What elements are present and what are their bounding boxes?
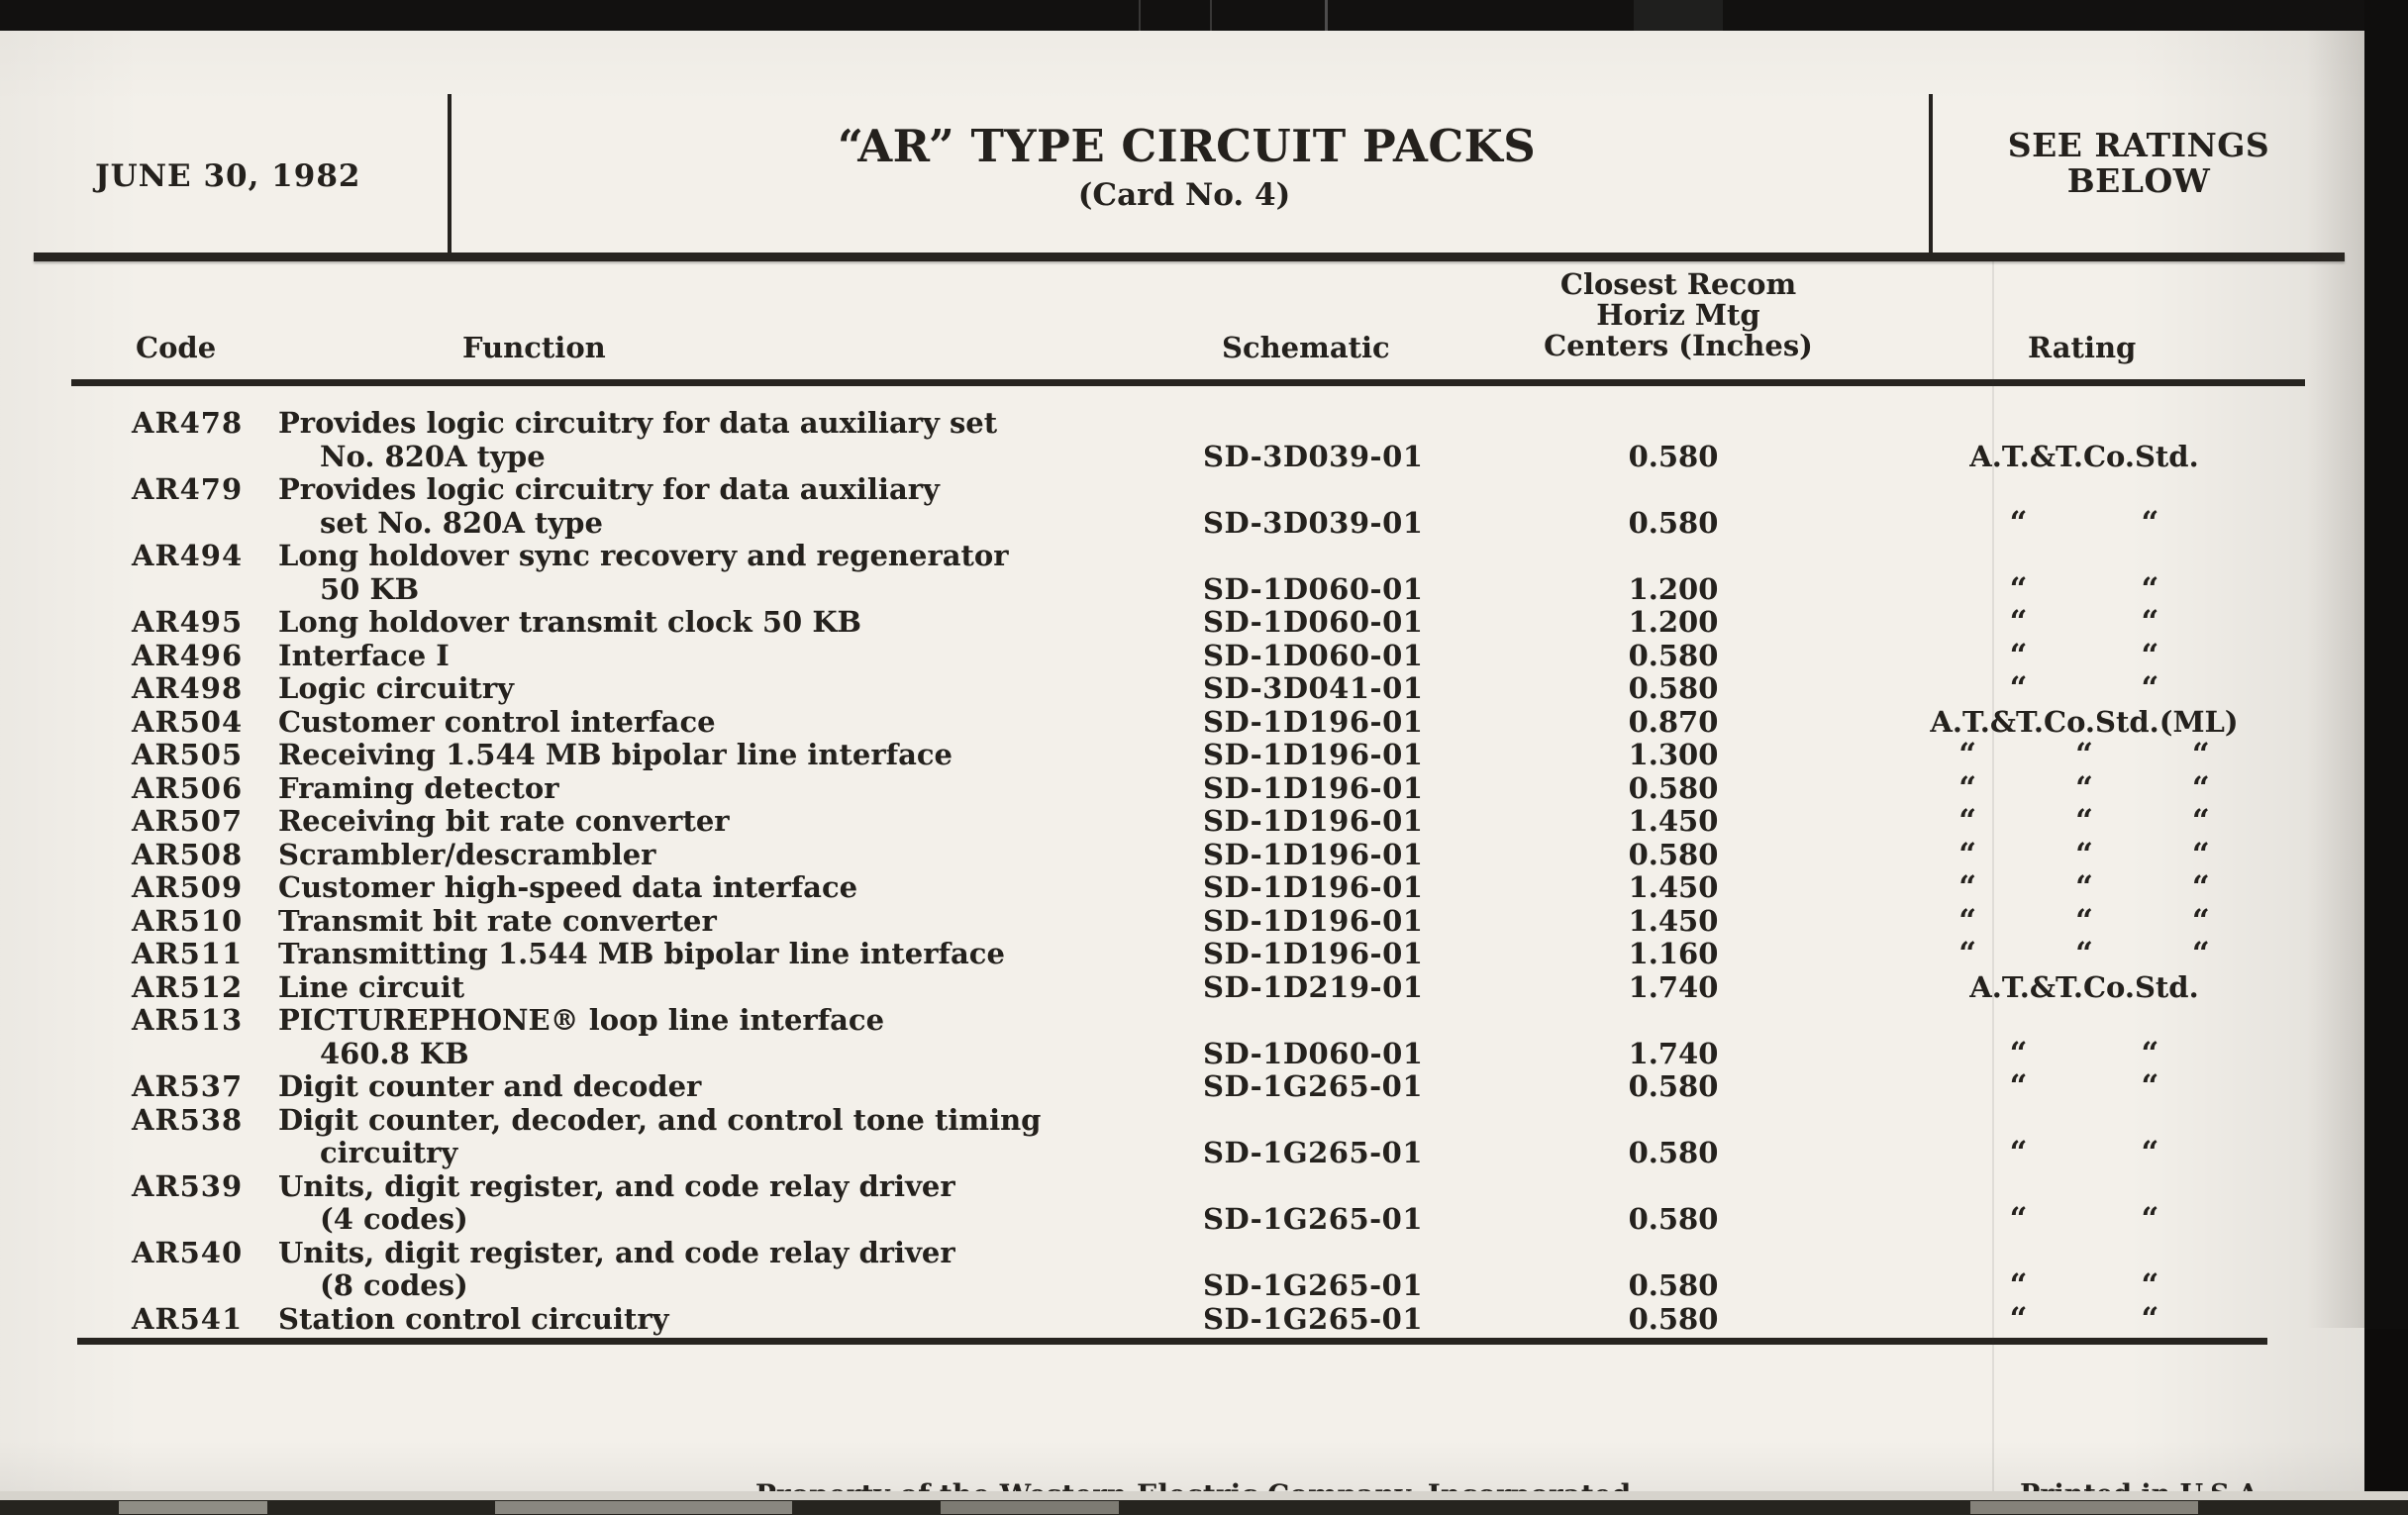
row-centers: 0.580 — [1628, 1202, 1719, 1236]
ditto-mark: “ — [1958, 737, 1977, 772]
row-function: Long holdover transmit clock 50 KB — [278, 605, 862, 639]
row-function: Transmitting 1.544 MB bipolar line interface — [278, 937, 1005, 970]
row-rating — [1901, 1037, 2267, 1070]
row-function: Customer high-speed data interface — [278, 870, 858, 904]
row-code: AR539 — [132, 1169, 244, 1203]
header-divider-right — [1929, 94, 1933, 252]
row-centers: 1.450 — [1628, 870, 1719, 904]
ditto-mark: “ — [2141, 1301, 2159, 1337]
ditto-mark: “ — [2141, 604, 2159, 640]
row-schematic: SD-1D219-01 — [1203, 970, 1424, 1004]
row-schematic: SD-1D196-01 — [1203, 771, 1424, 805]
row-rating — [1901, 605, 2267, 639]
table-row-line — [0, 1069, 2408, 1103]
header-rule — [34, 252, 2345, 261]
ratings-note-line1: SEE RATINGS — [2007, 126, 2270, 164]
row-function: set No. 820A type — [320, 506, 603, 540]
row-code: AR541 — [132, 1302, 244, 1336]
row-rating: A.T.&T.Co.Std. — [1969, 440, 2199, 473]
page-subtitle: (Card No. 4) — [1077, 177, 1291, 213]
row-centers: 0.580 — [1628, 440, 1719, 473]
ditto-mark: “ — [1958, 837, 1977, 872]
ditto-mark: “ — [1958, 936, 1977, 971]
table-row-line — [0, 771, 2408, 805]
row-rating — [1901, 1302, 2267, 1336]
page-right-edge-shadow — [2307, 31, 2364, 1328]
table-row-line — [0, 1236, 2408, 1269]
row-rating: A.T.&T.Co.Std.(ML) — [1930, 705, 2239, 739]
ditto-mark: “ — [2075, 737, 2093, 772]
row-schematic: SD-1D196-01 — [1203, 937, 1424, 970]
row-function: Provides logic circuitry for data auxiliary set — [278, 406, 998, 440]
row-function: Customer control interface — [278, 705, 716, 739]
row-function: Logic circuitry — [278, 671, 515, 705]
table-row-line — [0, 605, 2408, 639]
row-function: Station control circuitry — [278, 1302, 669, 1336]
scan-bottom-blob — [941, 1501, 1119, 1514]
ditto-mark: “ — [2009, 638, 2028, 673]
row-code: AR495 — [132, 605, 244, 639]
column-header-centers — [1515, 269, 1842, 361]
row-rating — [1901, 738, 2267, 771]
ditto-mark: “ — [2191, 936, 2210, 971]
page-title: “AR” TYPE CIRCUIT PACKS — [838, 120, 1537, 172]
row-function: Line circuit — [278, 970, 465, 1004]
row-schematic: SD-1D060-01 — [1203, 1037, 1424, 1070]
ditto-mark: “ — [2141, 1036, 2159, 1071]
row-rating — [1901, 1136, 2267, 1169]
row-centers: 0.580 — [1628, 1136, 1719, 1169]
ditto-mark: “ — [1958, 803, 1977, 839]
ditto-mark: “ — [2075, 770, 2093, 806]
row-schematic: SD-1D196-01 — [1203, 870, 1424, 904]
table-row-line — [0, 904, 2408, 938]
row-code: AR538 — [132, 1103, 244, 1137]
row-schematic: SD-1D196-01 — [1203, 838, 1424, 871]
table-row-line — [0, 1302, 2408, 1336]
row-centers: 1.740 — [1628, 1037, 1719, 1070]
row-rating — [1901, 572, 2267, 606]
scan-bottom-blob — [119, 1501, 267, 1514]
row-centers: 0.870 — [1628, 705, 1719, 739]
row-schematic: SD-1D196-01 — [1203, 738, 1424, 771]
row-function: Long holdover sync recovery and regenerator — [278, 539, 1009, 572]
row-rating — [1901, 771, 2267, 805]
row-function: Digit counter and decoder — [278, 1069, 702, 1103]
scan-background-top — [0, 0, 2408, 31]
ditto-mark: “ — [2009, 1036, 2028, 1071]
row-code: AR506 — [132, 771, 244, 805]
table-row-line — [0, 1003, 2408, 1037]
table-row-line — [0, 639, 2408, 672]
ditto-mark: “ — [2191, 803, 2210, 839]
row-schematic: SD-1G265-01 — [1203, 1136, 1424, 1169]
column-header-function: Function — [462, 331, 606, 364]
row-code: AR479 — [132, 472, 244, 506]
row-centers: 1.200 — [1628, 605, 1719, 639]
table-row-line — [0, 1037, 2408, 1070]
row-centers: 0.580 — [1628, 1069, 1719, 1103]
row-centers: 0.580 — [1628, 1302, 1719, 1336]
ditto-mark: “ — [2141, 1068, 2159, 1104]
ditto-mark: “ — [1958, 770, 1977, 806]
table-row-line — [0, 406, 2408, 440]
row-code: AR512 — [132, 970, 244, 1004]
row-centers: 0.580 — [1628, 639, 1719, 672]
column-header-centers-line3: Centers (Inches) — [1544, 329, 1813, 362]
ditto-mark: “ — [2141, 505, 2159, 541]
scan-bottom-blob — [1970, 1501, 2198, 1514]
row-function: 50 KB — [320, 572, 420, 606]
table-row-line — [0, 705, 2408, 739]
ditto-mark: “ — [2009, 1267, 2028, 1303]
table-row-line — [0, 1169, 2408, 1203]
row-schematic: SD-1D060-01 — [1203, 572, 1424, 606]
ditto-mark: “ — [2009, 1135, 2028, 1170]
scan-background-right — [2364, 0, 2408, 1329]
row-rating — [1901, 1202, 2267, 1236]
row-centers: 0.580 — [1628, 771, 1719, 805]
row-centers: 0.580 — [1628, 671, 1719, 705]
table-row-line — [0, 539, 2408, 572]
row-code: AR498 — [132, 671, 244, 705]
column-header-code: Code — [136, 331, 217, 364]
row-function: (8 codes) — [320, 1268, 468, 1302]
header-divider-left — [448, 94, 452, 252]
table-row-line — [0, 1136, 2408, 1169]
row-function: Transmit bit rate converter — [278, 904, 717, 938]
table-row-line — [0, 1103, 2408, 1137]
ditto-mark: “ — [2191, 869, 2210, 905]
row-rating — [1901, 937, 2267, 970]
ditto-mark: “ — [2191, 770, 2210, 806]
row-function: (4 codes) — [320, 1202, 468, 1236]
ditto-mark: “ — [2141, 571, 2159, 607]
table-row-line — [0, 870, 2408, 904]
row-function: Receiving bit rate converter — [278, 804, 730, 838]
row-schematic: SD-1G265-01 — [1203, 1202, 1424, 1236]
row-schematic: SD-3D039-01 — [1203, 506, 1424, 540]
scan-artifact-line — [1992, 261, 1994, 1494]
scan-bottom-edge — [0, 1491, 2408, 1500]
ratings-note-line2: BELOW — [2066, 161, 2211, 200]
ditto-mark: “ — [2009, 1201, 2028, 1237]
row-code: AR507 — [132, 804, 244, 838]
row-rating — [1901, 639, 2267, 672]
table-row-line — [0, 738, 2408, 771]
ditto-mark: “ — [2141, 1135, 2159, 1170]
scan-bottom-blob — [495, 1501, 792, 1514]
row-function: Provides logic circuitry for data auxiliary — [278, 472, 940, 506]
row-schematic: SD-3D039-01 — [1203, 440, 1424, 473]
row-schematic: SD-1D060-01 — [1203, 605, 1424, 639]
table-row-line — [0, 671, 2408, 705]
ditto-mark: “ — [2009, 1068, 2028, 1104]
row-centers: 1.450 — [1628, 804, 1719, 838]
table-row-line — [0, 1202, 2408, 1236]
row-rating — [1901, 1268, 2267, 1302]
row-function: Receiving 1.544 MB bipolar line interface — [278, 738, 953, 771]
ditto-mark: “ — [2075, 837, 2093, 872]
table-row-line — [0, 572, 2408, 606]
ditto-mark: “ — [2141, 1201, 2159, 1237]
ditto-mark: “ — [2009, 604, 2028, 640]
row-code: AR513 — [132, 1003, 244, 1037]
ratings-note — [2000, 128, 2277, 199]
row-centers: 0.580 — [1628, 1268, 1719, 1302]
row-centers: 1.300 — [1628, 738, 1719, 771]
ditto-mark: “ — [2191, 837, 2210, 872]
table-row-line — [0, 1268, 2408, 1302]
row-code: AR505 — [132, 738, 244, 771]
column-header-centers-line2: Horiz Mtg — [1596, 298, 1760, 332]
row-schematic: SD-1G265-01 — [1203, 1302, 1424, 1336]
ditto-mark: “ — [2075, 936, 2093, 971]
row-centers: 1.160 — [1628, 937, 1719, 970]
row-schematic: SD-1G265-01 — [1203, 1268, 1424, 1302]
ditto-mark: “ — [2075, 903, 2093, 939]
header-date: JUNE 30, 1982 — [95, 158, 361, 194]
row-schematic: SD-1D196-01 — [1203, 804, 1424, 838]
row-function: circuitry — [320, 1136, 458, 1169]
row-function: Framing detector — [278, 771, 559, 805]
row-rating — [1901, 671, 2267, 705]
table-row-line — [0, 804, 2408, 838]
ditto-mark: “ — [2075, 869, 2093, 905]
row-code: AR540 — [132, 1236, 244, 1269]
row-code: AR496 — [132, 639, 244, 672]
table-row-line — [0, 440, 2408, 473]
ditto-mark: “ — [2009, 1301, 2028, 1337]
table-body — [0, 406, 2408, 1338]
row-centers: 1.740 — [1628, 970, 1719, 1004]
column-header-schematic: Schematic — [1222, 331, 1390, 364]
row-rating: A.T.&T.Co.Std. — [1969, 970, 2199, 1004]
row-code: AR509 — [132, 870, 244, 904]
column-header-rule — [71, 379, 2305, 386]
ditto-mark: “ — [2191, 737, 2210, 772]
table-row-line — [0, 472, 2408, 506]
row-function: Units, digit register, and code relay driver — [278, 1169, 955, 1203]
row-schematic: SD-3D041-01 — [1203, 671, 1424, 705]
row-centers: 1.200 — [1628, 572, 1719, 606]
row-function: Interface I — [278, 639, 450, 672]
ditto-mark: “ — [2075, 803, 2093, 839]
row-function: Scrambler/descrambler — [278, 838, 656, 871]
row-function: Digit counter, decoder, and control tone timing — [278, 1103, 1042, 1137]
ditto-mark: “ — [2009, 571, 2028, 607]
ditto-mark: “ — [2141, 670, 2159, 706]
row-code: AR510 — [132, 904, 244, 938]
row-rating — [1901, 838, 2267, 871]
column-header-rating: Rating — [2028, 331, 2137, 364]
row-function: 460.8 KB — [320, 1037, 469, 1070]
ditto-mark: “ — [1958, 869, 1977, 905]
row-schematic: SD-1D196-01 — [1203, 705, 1424, 739]
scan-scratch — [1634, 0, 1723, 31]
row-rating — [1901, 804, 2267, 838]
row-centers: 0.580 — [1628, 838, 1719, 871]
row-rating — [1901, 870, 2267, 904]
ditto-mark: “ — [2009, 670, 2028, 706]
scan-scratch — [1210, 0, 1212, 31]
ditto-mark: “ — [2141, 638, 2159, 673]
row-rating — [1901, 506, 2267, 540]
table-row-line — [0, 970, 2408, 1004]
ditto-mark: “ — [2191, 903, 2210, 939]
row-function: PICTUREPHONE® loop line interface — [278, 1003, 885, 1037]
row-rating — [1901, 904, 2267, 938]
scan-scratch — [1325, 0, 1328, 31]
column-header-centers-line1: Closest Recom — [1559, 267, 1797, 301]
row-code: AR508 — [132, 838, 244, 871]
row-centers: 0.580 — [1628, 506, 1719, 540]
row-centers: 1.450 — [1628, 904, 1719, 938]
row-code: AR504 — [132, 705, 244, 739]
ditto-mark: “ — [1958, 903, 1977, 939]
row-function: No. 820A type — [320, 440, 546, 473]
scan-scratch — [1139, 0, 1141, 31]
row-rating — [1901, 1069, 2267, 1103]
row-code: AR478 — [132, 406, 244, 440]
table-bottom-rule — [77, 1338, 2267, 1345]
table-row-line — [0, 937, 2408, 970]
ditto-mark: “ — [2009, 505, 2028, 541]
table-row-line — [0, 506, 2408, 540]
row-function: Units, digit register, and code relay driver — [278, 1236, 955, 1269]
row-code: AR537 — [132, 1069, 244, 1103]
card-page — [0, 31, 2364, 1499]
ditto-mark: “ — [2141, 1267, 2159, 1303]
row-schematic: SD-1D196-01 — [1203, 904, 1424, 938]
row-schematic: SD-1D060-01 — [1203, 639, 1424, 672]
row-code: AR511 — [132, 937, 244, 970]
row-code: AR494 — [132, 539, 244, 572]
row-schematic: SD-1G265-01 — [1203, 1069, 1424, 1103]
table-row-line — [0, 838, 2408, 871]
